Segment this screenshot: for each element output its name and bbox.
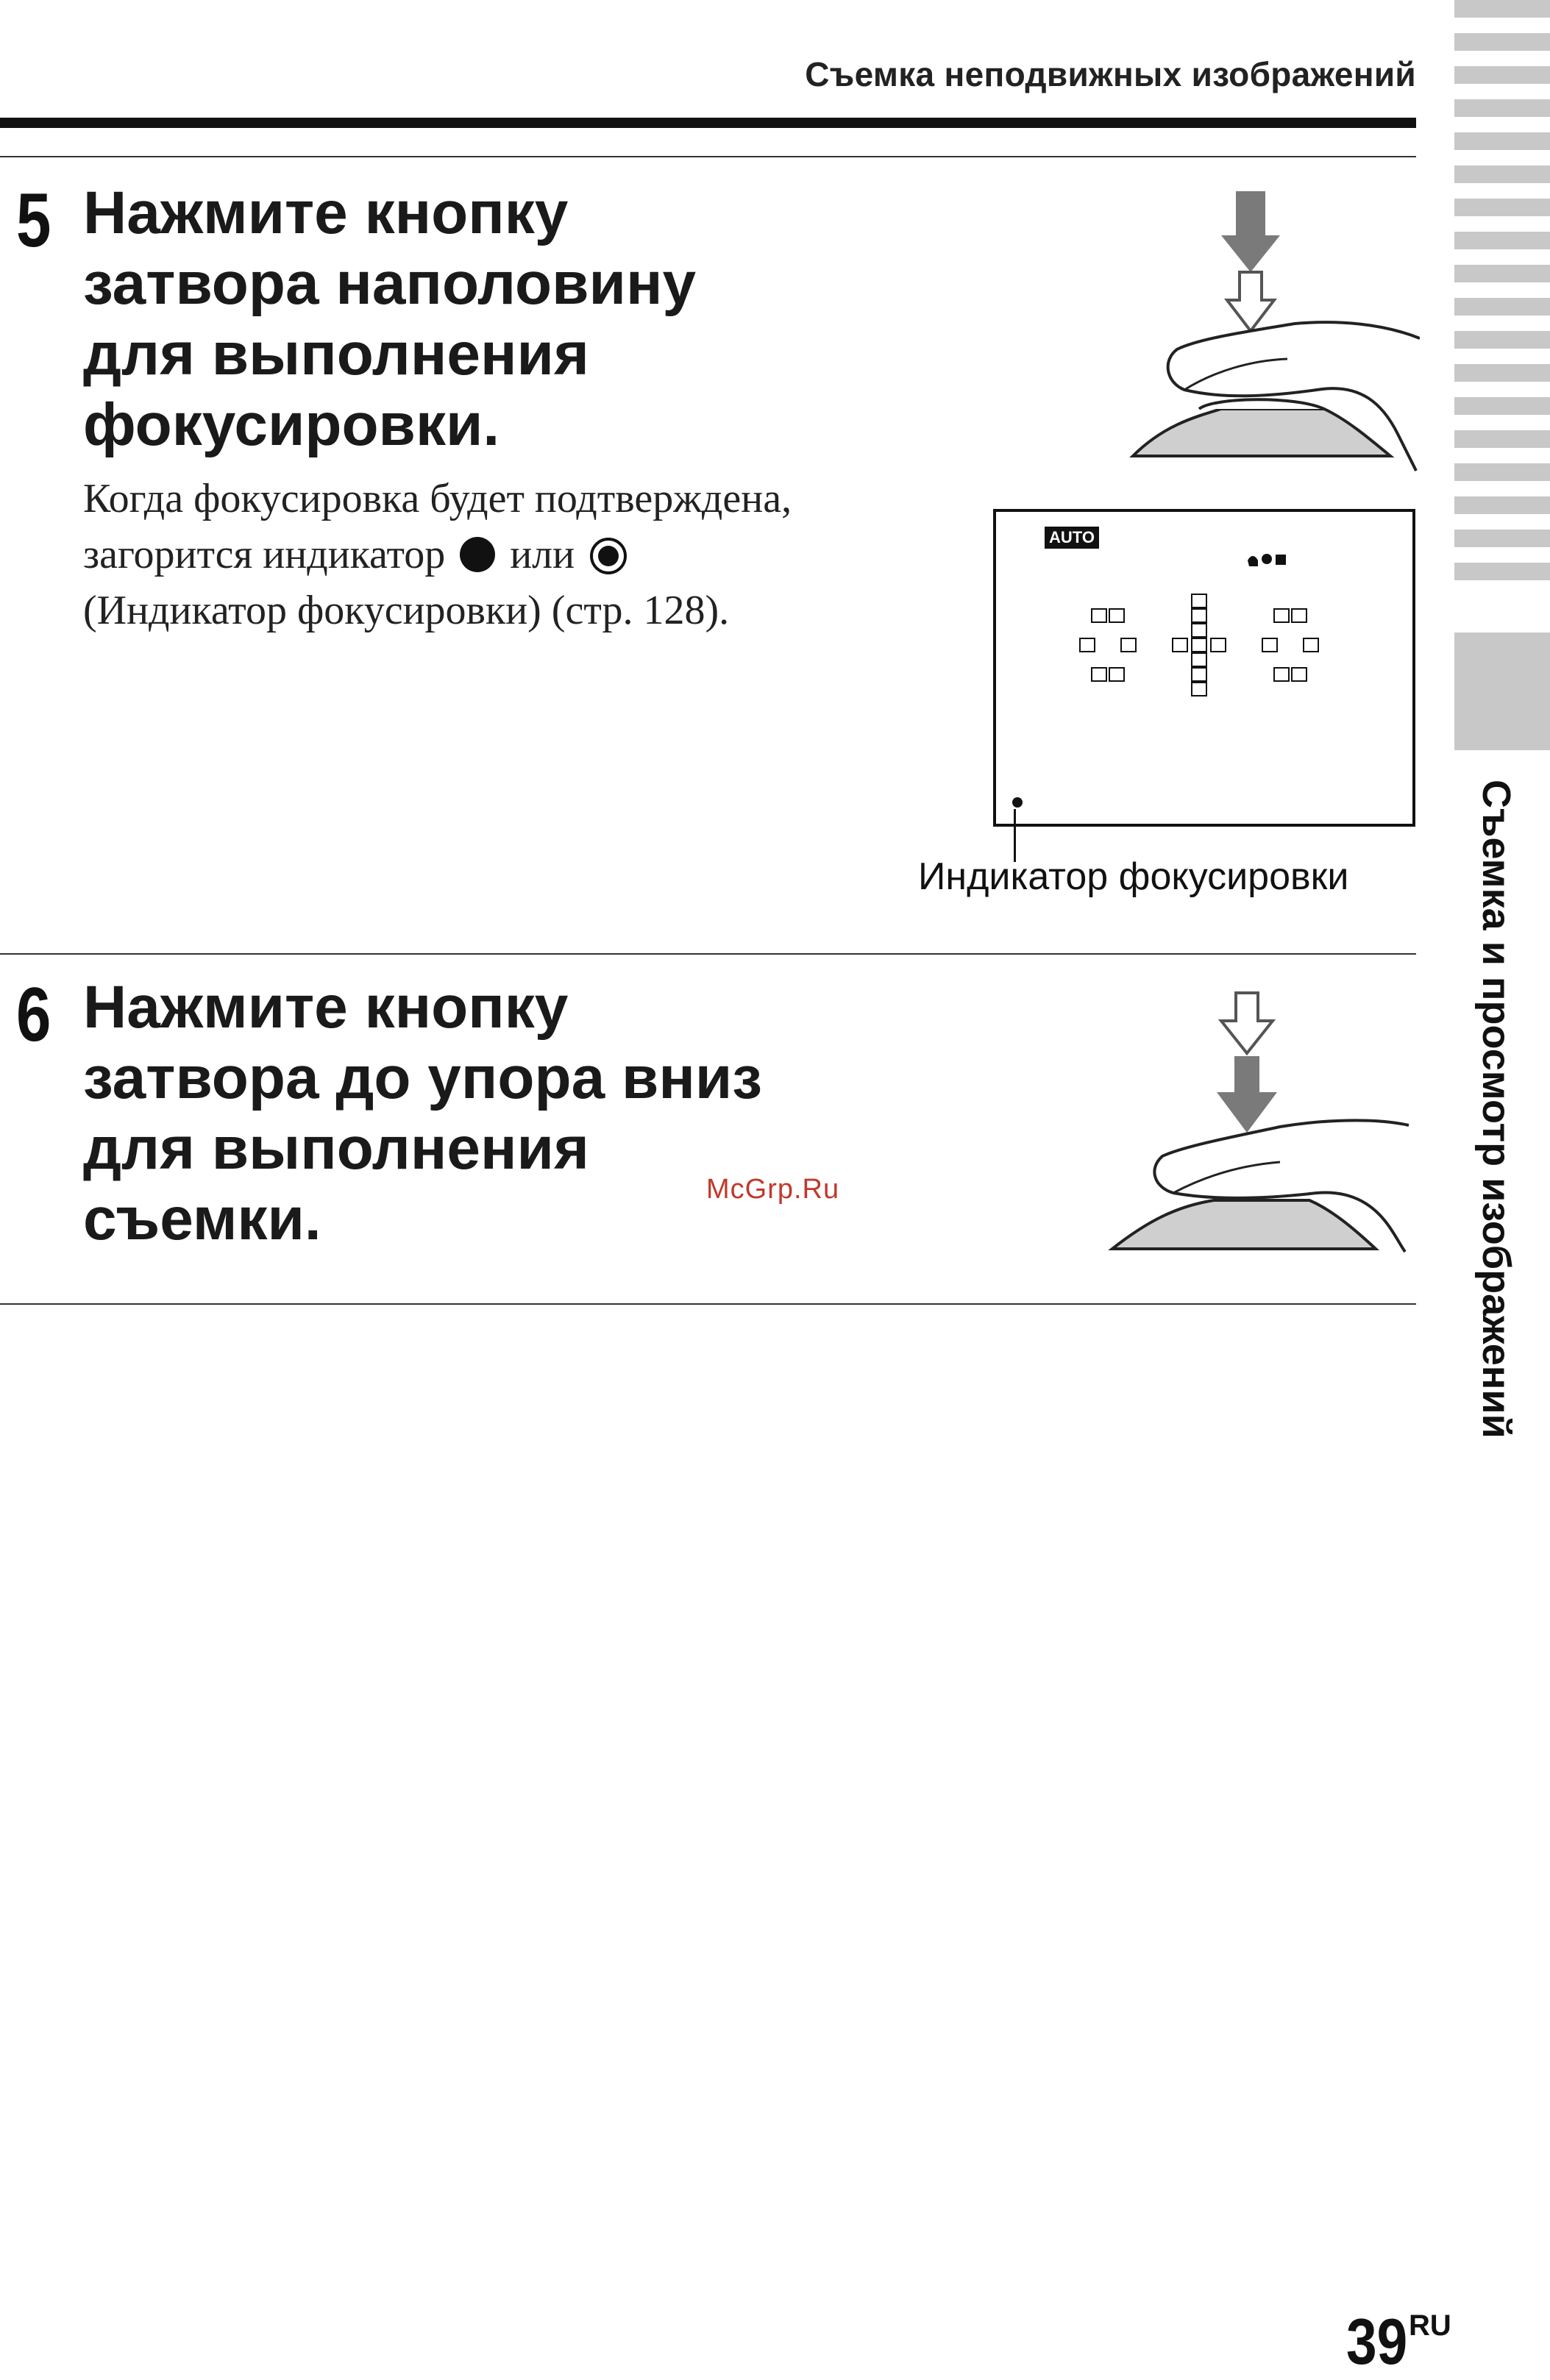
side-tab-marker	[1454, 633, 1550, 750]
af-points-grid	[1070, 593, 1349, 703]
step-body-text-1: Когда фокусировка будет подтверждена, загорится индикатор	[83, 476, 792, 577]
side-stripes	[1454, 0, 1550, 596]
header-rule	[0, 118, 1416, 128]
press-arrow-icon	[1221, 191, 1280, 272]
step-body-or: или	[510, 532, 575, 577]
watermark: McGrp.Ru	[706, 1174, 840, 1205]
header-title: Съемка неподвижных изображений	[805, 55, 1416, 93]
rule-mid	[0, 953, 1416, 955]
press-arrow-icon	[1217, 1056, 1277, 1133]
rule-bottom	[0, 1303, 1416, 1305]
full-press-illustration	[1103, 986, 1412, 1258]
camera-screen	[993, 509, 1415, 827]
step-number-6: 6	[16, 972, 51, 1058]
page-language-suffix: RU	[1409, 2309, 1451, 2342]
status-icons	[1245, 550, 1296, 569]
focus-indicator-caption: Индикатор фокусировки	[918, 855, 1349, 898]
focus-dot-icon	[460, 537, 495, 572]
focus-ring-icon	[589, 537, 628, 575]
step-title-5: Нажмите кнопку затвора наполовину для выполнения фокусировки.	[83, 179, 697, 458]
rule-top	[0, 156, 1416, 157]
page-number: 39	[1346, 2305, 1408, 2378]
step-number-5: 5	[16, 178, 51, 263]
focus-indicator-dot	[1012, 797, 1023, 808]
step-body-5	[83, 471, 804, 638]
step-title-6: Нажмите кнопку затвора до упора вниз для выполнения съемки.	[83, 974, 763, 1253]
step-body-text-2: (Индикатор фокусировки) (стр. 128).	[83, 588, 730, 633]
side-tab-label: Съемка и просмотр изображений	[1474, 780, 1518, 1439]
mode-badge: AUTO	[1045, 527, 1099, 549]
half-press-illustration	[1103, 184, 1420, 478]
